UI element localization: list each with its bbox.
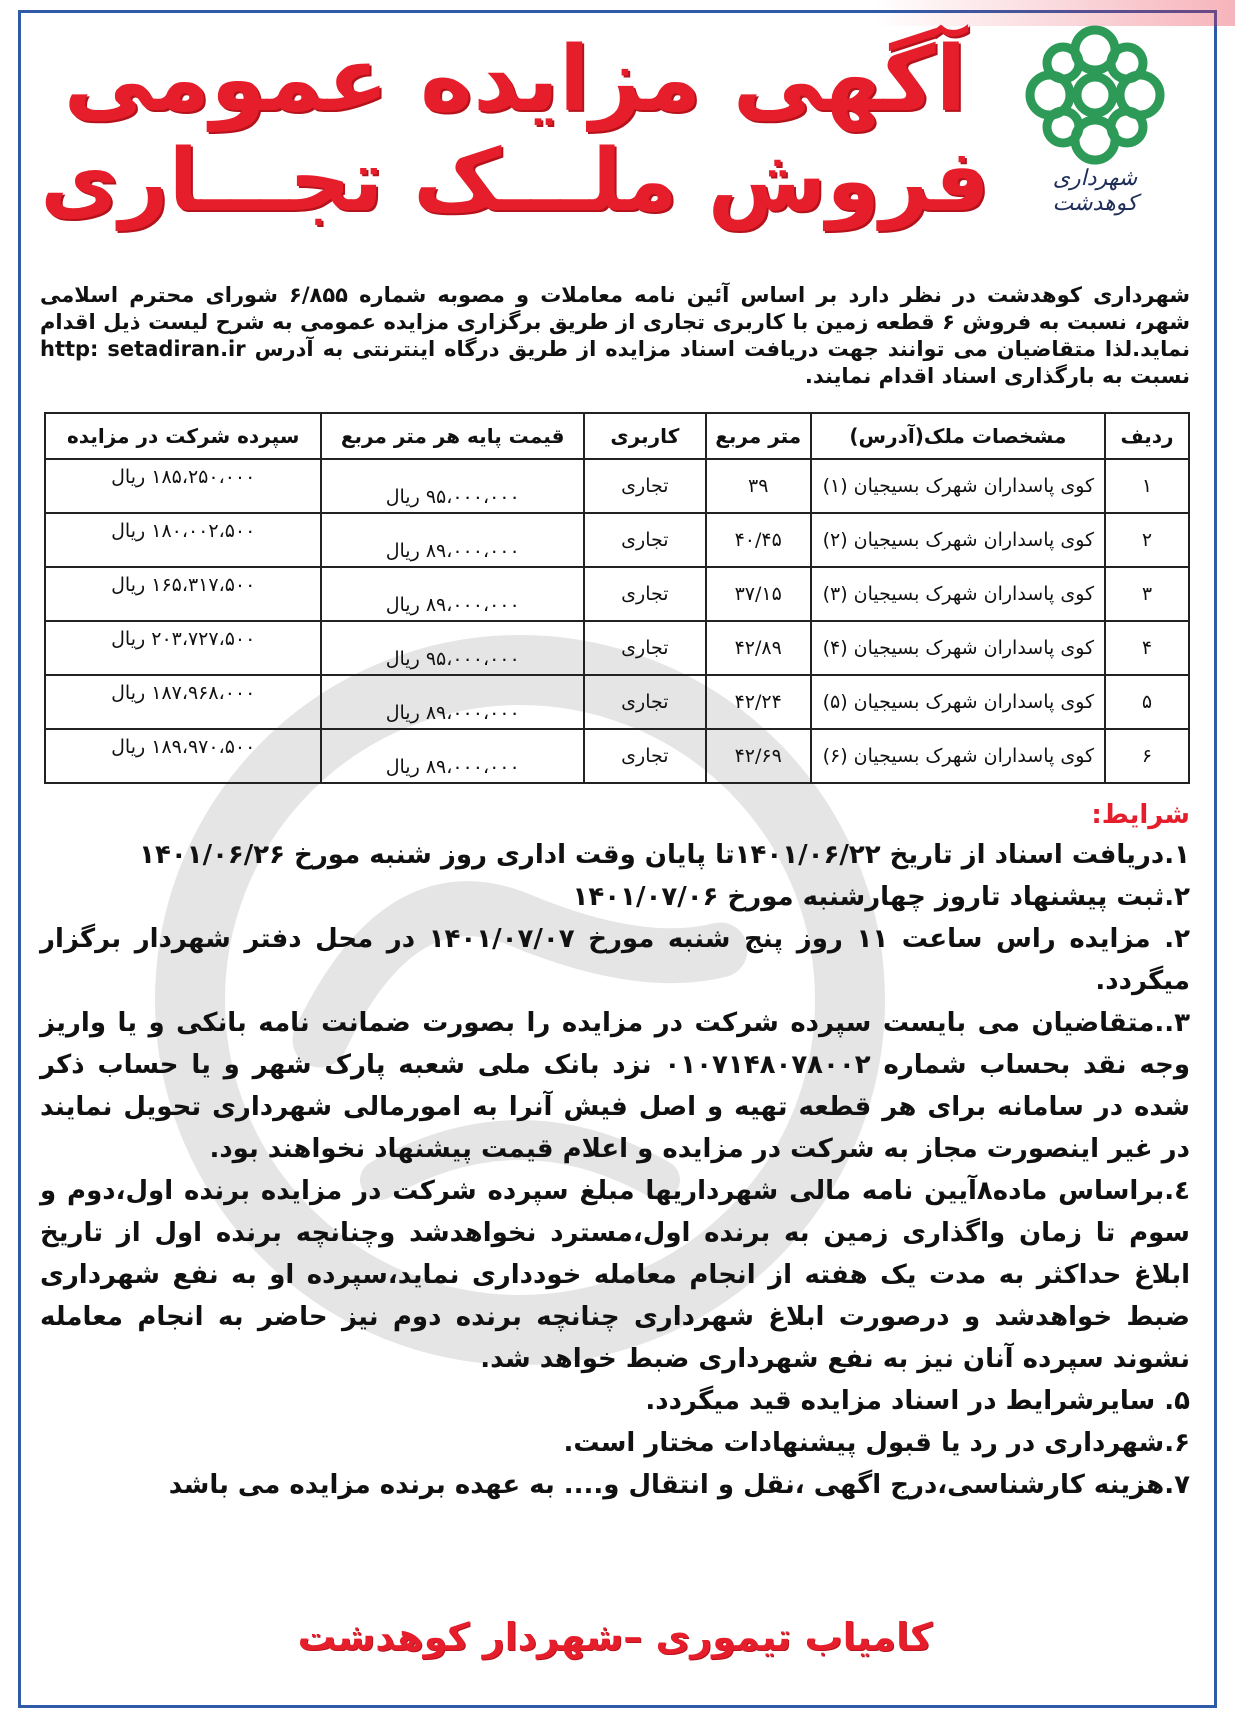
cell-area: ۴۲/۸۹: [706, 621, 811, 675]
cell-row-number: ۲: [1105, 513, 1189, 567]
condition-item: ۵. سایرشرایط در اسناد مزایده قید میگردد.: [645, 1386, 1190, 1416]
cell-area: ۴۰/۴۵: [706, 513, 811, 567]
notice-title: [40, 28, 990, 230]
cell-usage: تجاری: [584, 675, 706, 729]
condition-item: ۲.ثبت پیشنهاد تاروز چهارشنبه مورخ ۱۴۰۱/۰۷/۰۶: [572, 882, 1190, 912]
mayor-signature: کامیاب تیموری –شهردار کوهدشت: [297, 1615, 933, 1659]
cell-row-number: ۳: [1105, 567, 1189, 621]
cell-deposit: ۲۰۳،۷۲۷،۵۰۰ ریال: [45, 621, 321, 675]
municipality-knot-icon: [1020, 20, 1170, 170]
cell-base-price: ۹۵،۰۰۰،۰۰۰ ریال: [321, 621, 583, 675]
cell-area: ۳۷/۱۵: [706, 567, 811, 621]
header-row-number: ردیف: [1105, 413, 1189, 459]
intro-text: شهرداری کوهدشت در نظر دارد بر اساس آئین نامه معاملات و مصوبه شماره ۶/۸۵۵ شورای محترم اسلامی شهر، نسبت به فروش ۶ قطعه زمین با کاربری تجاری از طریق برگزاری مزایده عمومی به شرح لیست ذیل اقدام نماید.لذا متقاضیان می توانند جهت دریافت اسناد مزایده از طریق درگاه اینترنتی به آدرس: [40, 283, 1190, 361]
cell-address: کوی پاسداران شهرک بسیجیان (۳): [811, 567, 1105, 621]
cell-area: ۴۲/۶۹: [706, 729, 811, 783]
table-header-row: [45, 413, 1189, 459]
header-address: مشخصات ملک(آدرس): [811, 413, 1105, 459]
cell-base-price: ۸۹،۰۰۰،۰۰۰ ریال: [321, 675, 583, 729]
table-row: [45, 567, 1189, 621]
cell-base-price: ۸۹،۰۰۰،۰۰۰ ریال: [321, 729, 583, 783]
cell-usage: تجاری: [584, 729, 706, 783]
condition-item: ۶.شهرداری در رد یا قبول پیشنهادات مختار است.: [563, 1428, 1190, 1458]
cell-row-number: ۶: [1105, 729, 1189, 783]
cell-row-number: ۴: [1105, 621, 1189, 675]
cell-deposit: ۱۸۰،۰۰۲،۵۰۰ ریال: [45, 513, 321, 567]
table-row: [45, 459, 1189, 513]
cell-usage: تجاری: [584, 513, 706, 567]
condition-item: ۱.دریافت اسناد از تاریخ ۱۴۰۱/۰۶/۲۲تا پایان وقت اداری روز شنبه مورخ ۱۴۰۱/۰۶/۲۶: [139, 840, 1190, 870]
cell-base-price: ۸۹،۰۰۰،۰۰۰ ریال: [321, 567, 583, 621]
cell-address: کوی پاسداران شهرک بسیجیان (۶): [811, 729, 1105, 783]
condition-item: ۷.هزینه کارشناسی،درج اگهی ،نقل و انتقال و.... به عهده برنده مزایده می باشد: [168, 1470, 1190, 1500]
header-usage: کاربری: [584, 413, 706, 459]
conditions-title: شرایط:: [1091, 800, 1190, 830]
conditions-section: [40, 800, 1190, 1506]
header-base-price: قیمت پایه هر متر مربع: [321, 413, 583, 459]
logo-caption: شهرداری کوهدشت: [1052, 166, 1138, 216]
cell-deposit: ۱۸۷،۹۶۸،۰۰۰ ریال: [45, 675, 321, 729]
cell-deposit: ۱۸۵،۲۵۰،۰۰۰ ریال: [45, 459, 321, 513]
table-row: [45, 729, 1189, 783]
cell-usage: تجاری: [584, 567, 706, 621]
cell-deposit: ۱۸۹،۹۷۰،۵۰۰ ریال: [45, 729, 321, 783]
cell-base-price: ۹۵،۰۰۰،۰۰۰ ریال: [321, 459, 583, 513]
condition-item: ۲. مزایده راس ساعت ۱۱ روز پنج شنبه مورخ ۱۴۰۱/۰۷/۰۷ در محل دفتر شهردار برگزار میگردد.: [40, 924, 1190, 996]
portal-url-link[interactable]: http: setadiran.ir: [40, 337, 246, 361]
cell-base-price: ۸۹،۰۰۰،۰۰۰ ریال: [321, 513, 583, 567]
cell-row-number: ۵: [1105, 675, 1189, 729]
auction-lots-table: [44, 412, 1190, 784]
table-row: [45, 621, 1189, 675]
cell-area: ۴۲/۲۴: [706, 675, 811, 729]
cell-row-number: ۱: [1105, 459, 1189, 513]
title-line-1: آگهی مزایده عمومی: [63, 27, 967, 132]
condition-item: ۳..متقاضیان می بایست سپرده شرکت در مزایده را بصورت ضمانت نامه بانکی و یا واریز وجه نقد بحساب شماره ۰۱۰۷۱۴۸۰۷۸۰۰۲ نزد بانک ملی شعبه پارک شهر و یا حساب ذکر شده در سامانه برای هر قطعه تهیه و اصل فیش آنرا به امورمالی شهرداری تحویل نمایند در غیر اینصورت مجاز به شرکت در مزایده و اعلام قیمت پیشنهاد نخواهند بود.: [40, 1008, 1190, 1164]
table-row: [45, 513, 1189, 567]
title-line-2: فروش ملـــک تجـــاری: [40, 130, 990, 231]
table-row: [45, 675, 1189, 729]
cell-usage: تجاری: [584, 621, 706, 675]
condition-item: ٤.براساس ماده۸آیین نامه مالی شهرداریها مبلغ سپرده شرکت در مزایده برنده اول،دوم و سوم تا زمان واگذاری زمین به برنده اول،مسترد نخواهدشد وچنانچه برنده اول از تاریخ ابلاغ حداکثر به مدت یک هفته از انجام معامله خودداری نماید،سپرده او به نفع شهرداری ضبط خواهدشد و درصورت ابلاغ شهرداری چنانچه برنده دوم نیز حاضر به انجام معامله نشوند سپرده آنان نیز به نفع شهرداری ضبط خواهد شد.: [40, 1176, 1190, 1374]
header-deposit: سپرده شرکت در مزایده: [45, 413, 321, 459]
cell-address: کوی پاسداران شهرک بسیجیان (۵): [811, 675, 1105, 729]
cell-usage: تجاری: [584, 459, 706, 513]
cell-address: کوی پاسداران شهرک بسیجیان (۱): [811, 459, 1105, 513]
cell-deposit: ۱۶۵،۳۱۷،۵۰۰ ریال: [45, 567, 321, 621]
municipality-logo: [1015, 20, 1175, 216]
intro-tail: نسبت به بارگذاری اسناد اقدام نمایند.: [804, 364, 1190, 388]
header-area: متر مربع: [706, 413, 811, 459]
intro-paragraph: [40, 282, 1190, 390]
cell-address: کوی پاسداران شهرک بسیجیان (۴): [811, 621, 1105, 675]
cell-area: ۳۹: [706, 459, 811, 513]
cell-address: کوی پاسداران شهرک بسیجیان (۲): [811, 513, 1105, 567]
